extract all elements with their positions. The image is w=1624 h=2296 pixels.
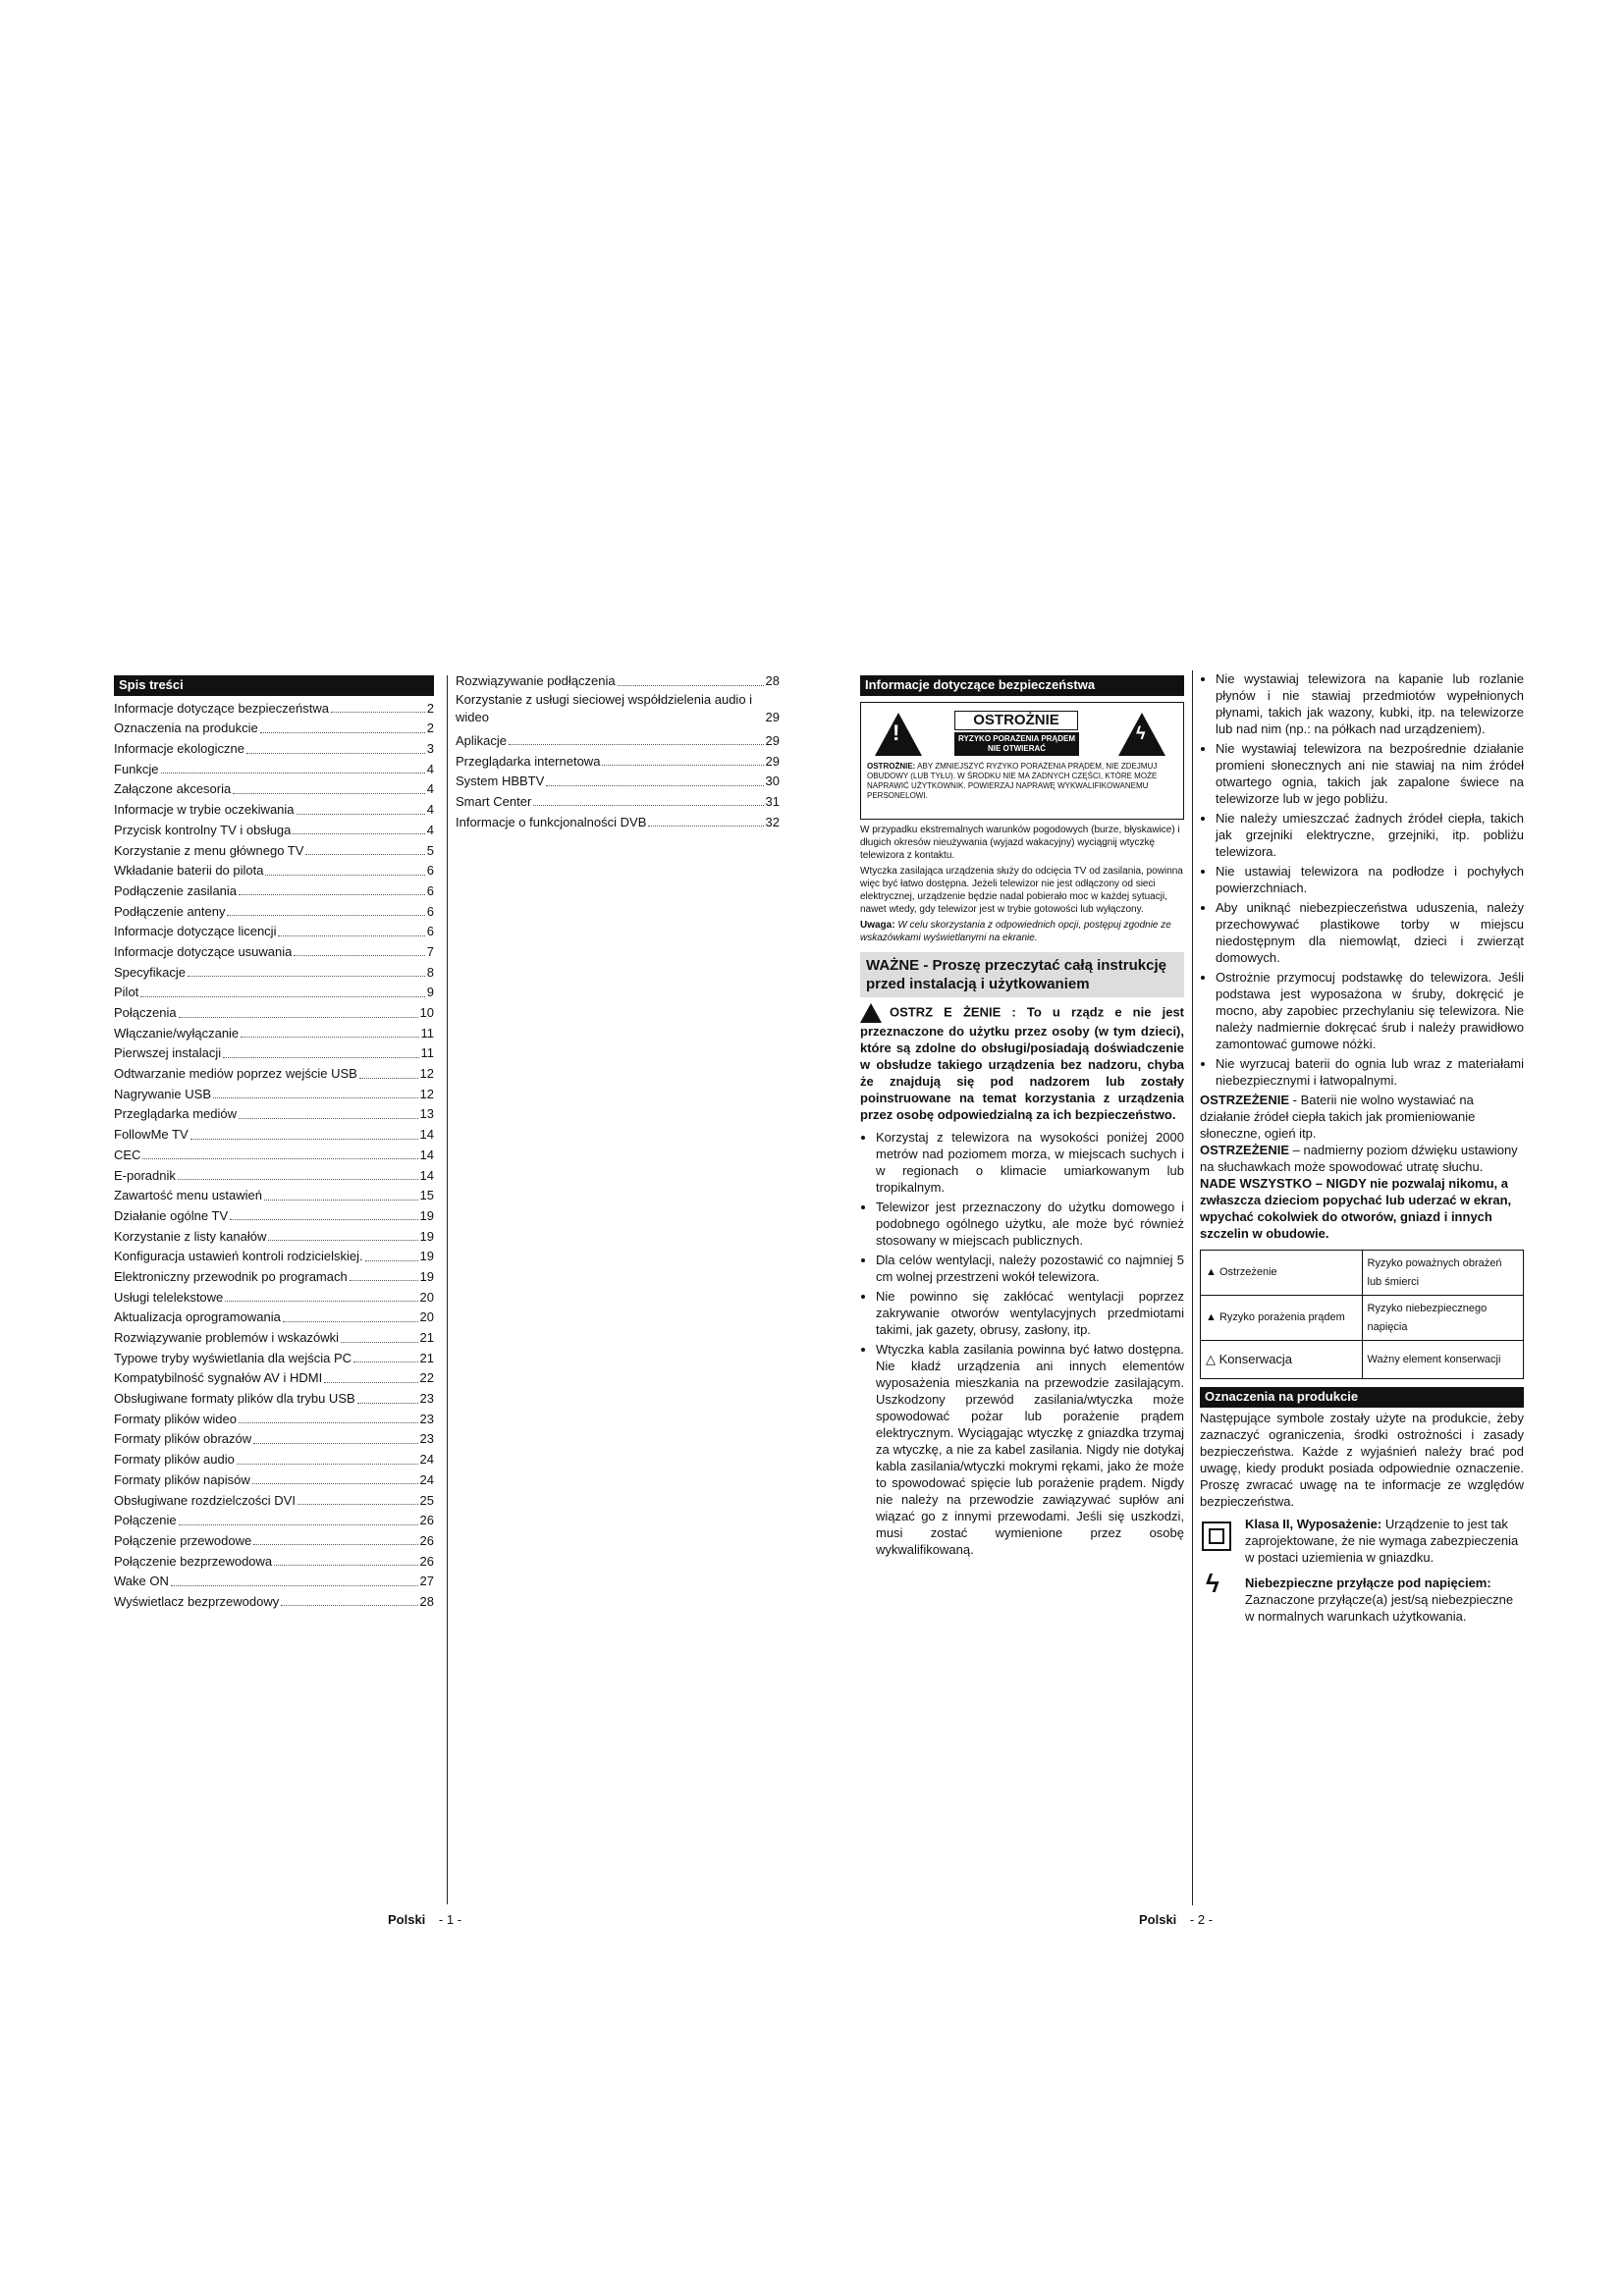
page2-right-column — [1200, 670, 1524, 1625]
toc-leader — [253, 1443, 417, 1444]
toc-entry-page: 23 — [419, 1391, 434, 1407]
toc-entry-page: 6 — [426, 882, 434, 898]
toc-entry-page: 6 — [426, 863, 434, 879]
safety-bullet: • Aby uniknąć niebezpieczeństwa uduszenia, należy przechowywać plastikowe torby w miejscu niedostępnym dla niemowląt, dzieci i zwierząt domowych. — [1216, 899, 1524, 966]
toc-left-list — [114, 698, 434, 1612]
toc-entry-page: 19 — [419, 1268, 434, 1284]
toc-entry[interactable] — [114, 698, 434, 719]
toc-right-column — [456, 670, 780, 831]
toc-entry-title: Wake ON — [114, 1574, 169, 1589]
toc-leader — [618, 685, 764, 686]
toc-entry[interactable] — [114, 1307, 434, 1327]
page1-footer — [388, 1912, 461, 1927]
toc-entry-title: Wyświetlacz bezprzewodowy — [114, 1593, 280, 1609]
symbol-description: Ważny element konserwacji — [1362, 1341, 1524, 1379]
toc-entry[interactable] — [114, 1266, 434, 1287]
toc-entry-title: E-poradnik — [114, 1167, 176, 1183]
symbol-label: Konserwacja — [1218, 1351, 1293, 1366]
toc-entry-page: 15 — [419, 1188, 434, 1203]
toc-entry[interactable] — [114, 799, 434, 820]
page2-footer-num: - 2 - — [1189, 1912, 1214, 1927]
toc-entry-page: 20 — [419, 1309, 434, 1325]
toc-entry-title: Korzystanie z usługi sieciowej współdzielenia audio i wideo — [456, 691, 753, 725]
warning-small-triangle-icon — [860, 1003, 882, 1023]
caution-sub-banner — [954, 732, 1079, 756]
toc-entry[interactable] — [456, 730, 780, 751]
toc-leader — [298, 1504, 418, 1505]
toc-entry-page: 12 — [419, 1086, 434, 1101]
toc-entry-title: Załączone akcesoria — [114, 781, 232, 797]
sound-warning-label: OSTRZEŻENIE — [1200, 1143, 1290, 1157]
safety-title: Informacje dotyczące bezpieczeństwa — [860, 675, 1184, 696]
toc-leader — [142, 1158, 417, 1159]
live-terminal-block — [1200, 1568, 1524, 1625]
safety-bullet: • Nie należy umieszczać żadnych źródeł ciepła, takich jak grzejniki elektryczne, grzejniki, itp. pobliżu telewizora. — [1216, 810, 1524, 860]
exclamation-icon: ! — [893, 720, 900, 745]
toc-entry-page: 29 — [765, 710, 780, 725]
toc-leader — [341, 1342, 418, 1343]
toc-entry-title: Wkładanie baterii do pilota — [114, 863, 264, 879]
toc-entry-title: Informacje w trybie oczekiwania — [114, 802, 295, 818]
toc-entry-page: 19 — [419, 1228, 434, 1244]
toc-leader — [171, 1585, 418, 1586]
maintenance-icon: △ — [1206, 1351, 1219, 1366]
marks-paragraph: Następujące symbole zostały użyte na produkcie, żeby zaznaczyć ograniczenia, środki ostrożności i zasady bezpieczeństwa. Każde z wyjaśnień należy brać pod uwagę, kiedy produkt posiada odpowiednie oznaczenie. Proszę zwracać uwagę na te informacje ze względów bezpieczeństwa. — [1200, 1410, 1524, 1509]
toc-entry[interactable] — [114, 982, 434, 1002]
toc-entry-page: 6 — [426, 924, 434, 939]
toc-leader — [294, 955, 424, 956]
toc-entry-page: 22 — [419, 1370, 434, 1386]
page2-left-column — [860, 675, 1184, 1561]
toc-entry[interactable] — [114, 718, 434, 738]
page1-footer-lang: Polski — [388, 1912, 426, 1927]
toc-entry-page: 32 — [765, 814, 780, 829]
toc-entry[interactable] — [114, 961, 434, 982]
toc-entry-page: 19 — [419, 1207, 434, 1223]
toc-entry[interactable] — [114, 1002, 434, 1023]
toc-entry-page: 26 — [419, 1532, 434, 1548]
toc-leader — [246, 753, 425, 754]
toc-entry[interactable] — [114, 839, 434, 860]
caution-text-label: OSTROŻNIE: — [867, 761, 916, 771]
toc-entry[interactable] — [114, 1145, 434, 1165]
caution-sub2: NIE OTWIERAĆ — [987, 743, 1047, 753]
toc-entry[interactable] — [456, 691, 780, 727]
toc-entry-title: Pierwszej instalacji — [114, 1045, 222, 1061]
toc-entry-page: 21 — [419, 1350, 434, 1365]
toc-entry-title: Połączenia — [114, 1005, 177, 1020]
toc-entry-title: System HBBTV — [456, 774, 545, 789]
toc-entry-page: 27 — [419, 1574, 434, 1589]
toc-entry[interactable] — [114, 1449, 434, 1469]
toc-entry-page: 14 — [419, 1167, 434, 1183]
toc-entry-page: 4 — [426, 802, 434, 818]
toc-entry[interactable] — [114, 1084, 434, 1104]
caution-box — [860, 702, 1184, 820]
toc-leader — [239, 1422, 418, 1423]
toc-leader — [278, 935, 424, 936]
toc-leader — [648, 826, 763, 827]
toc-entry-page: 10 — [419, 1005, 434, 1020]
toc-entry[interactable] — [114, 921, 434, 941]
toc-left-column — [114, 675, 434, 1611]
lightning-icon: ϟ — [1206, 1568, 1219, 1598]
toc-entry-page: 5 — [426, 842, 434, 858]
toc-entry-title: Informacje dotyczące licencji — [114, 924, 277, 939]
toc-entry-title: Konfiguracja ustawień kontroli rodzicielskiej. — [114, 1249, 363, 1264]
caution-sub1: RYZYKO PORAŻENIA PRĄDEM — [958, 733, 1075, 743]
safety-bullets-right — [1200, 670, 1524, 1089]
toc-entry-title: Typowe tryby wyświetlania dla wejścia PC — [114, 1350, 352, 1365]
safety-bullet: • Nie powinno się zakłócać wentylacji poprzez zakrywanie otworów wentylacyjnych przedmiotami takimi, jak gazety, obrusy, zasłony, itp. — [876, 1288, 1184, 1338]
toc-entry-page: 23 — [419, 1411, 434, 1426]
toc-entry[interactable] — [114, 820, 434, 840]
caution-text — [867, 762, 1177, 801]
toc-entry[interactable] — [114, 1367, 434, 1388]
toc-entry-title: Zawartość menu ustawień — [114, 1188, 263, 1203]
class2-body: Urządzenie to jest tak zaprojektowane, że nie wymaga zabezpieczenia w postaci uziemienia w gniazdku. — [1245, 1516, 1519, 1565]
sound-warning-text: – nadmierny poziom dźwięku ustawiony na słuchawkach może spowodować utratę słuchu. — [1200, 1143, 1518, 1174]
sound-warning — [1200, 1142, 1524, 1175]
toc-entry-page: 28 — [419, 1593, 434, 1609]
toc-entry[interactable] — [114, 1530, 434, 1551]
toc-entry[interactable] — [114, 1348, 434, 1368]
toc-entry-page: 4 — [426, 761, 434, 776]
live-terminal-body: Zaznaczone przyłącze(a) jest/są niebezpieczne w normalnych warunkach użytkowania. — [1245, 1591, 1514, 1624]
toc-entry[interactable] — [114, 1591, 434, 1612]
toc-entry-title: Specyfikacje — [114, 964, 186, 980]
toc-leader — [188, 976, 425, 977]
toc-leader — [533, 805, 763, 806]
safety-bullets-left — [860, 1129, 1184, 1558]
toc-leader — [359, 1078, 418, 1079]
toc-entry[interactable] — [456, 811, 780, 831]
shock-icon: ▲ — [1206, 1311, 1219, 1324]
toc-entry[interactable] — [114, 759, 434, 779]
page2-footer-lang: Polski — [1139, 1912, 1177, 1927]
column-divider — [447, 675, 448, 1904]
toc-entry[interactable] — [114, 1489, 434, 1510]
toc-leader — [324, 1382, 417, 1383]
toc-entry-title: Obsługiwane rozdzielczości DVI — [114, 1492, 296, 1508]
warning-text: OSTRZ E ŻENIE : To u rządz e nie jest przeznaczone do użytku przez osoby (w tym dzieci), które są zdolne do obsługi/posiadają doświadczenie w obsłudze takiego urządzenia bez nadzoru, chyba że znajdują się pod nadzorem lub zostały poinstruowane na temat korzystania z urządzenia przez osobę odpowiedzialną za ich bezpieczeństwo. — [860, 1003, 1184, 1122]
toc-entry-title: Smart Center — [456, 793, 532, 809]
lightning-bolt-icon: ϟ — [1136, 722, 1146, 743]
toc-entry-page: 11 — [420, 1025, 434, 1041]
toc-entry-title: FollowMe TV — [114, 1127, 189, 1143]
toc-entry-page: 20 — [419, 1289, 434, 1305]
toc-leader — [213, 1097, 418, 1098]
toc-entry[interactable] — [114, 778, 434, 799]
note-paragraph — [860, 919, 1184, 944]
toc-leader — [268, 1240, 417, 1241]
toc-entry[interactable] — [114, 941, 434, 962]
toc-entry-title: Połączenie — [114, 1513, 177, 1528]
column-divider-p2 — [1192, 670, 1193, 1905]
toc-leader — [253, 1544, 417, 1545]
toc-entry-title: Przycisk kontrolny TV i obsługa — [114, 822, 292, 837]
toc-entry-title: Odtwarzanie mediów poprzez wejście USB — [114, 1066, 357, 1082]
toc-leader — [225, 1301, 417, 1302]
symbol-label: Ryzyko porażenia prądem — [1218, 1311, 1345, 1324]
battery-warning-text: - Baterii nie wolno wystawiać na działanie źródeł ciepła takich jak promieniowanie słoneczne, ogień itp. — [1200, 1093, 1476, 1141]
toc-entry-page: 14 — [419, 1147, 434, 1162]
toc-leader — [223, 1057, 418, 1058]
toc-leader — [281, 1605, 417, 1606]
toc-entry-title: Funkcje — [114, 761, 159, 776]
class2-block — [1200, 1516, 1524, 1571]
toc-entry-page: 3 — [426, 741, 434, 757]
toc-entry-page: 11 — [420, 1045, 434, 1061]
toc-entry[interactable] — [114, 1063, 434, 1084]
live-terminal-label: Niebezpieczne przyłącze pod napięciem: — [1245, 1575, 1491, 1590]
toc-entry-page: 13 — [419, 1106, 434, 1122]
toc-entry[interactable] — [114, 1286, 434, 1307]
toc-entry-title: Nagrywanie USB — [114, 1086, 211, 1101]
toc-entry-page: 30 — [765, 774, 780, 789]
toc-entry-page: 8 — [426, 964, 434, 980]
toc-entry[interactable] — [114, 1185, 434, 1205]
toc-entry-page: 25 — [419, 1492, 434, 1508]
toc-entry[interactable] — [456, 791, 780, 812]
toc-entry[interactable] — [114, 1023, 434, 1043]
toc-entry[interactable] — [114, 1103, 434, 1124]
toc-leader — [283, 1321, 418, 1322]
toc-entry[interactable] — [114, 738, 434, 759]
safety-bullet: • Nie wystawiaj telewizora na bezpośrednie działanie promieni słonecznych ani nie stawiaj na nim źródeł otwartego ognia, takich jak zapalone świece na telewizorze lub w jego pobliżu. — [1216, 740, 1524, 807]
safety-bullet: • Nie ustawiaj telewizora na podłodze i pochyłych powierzchniach. — [1216, 863, 1524, 896]
toc-entry-title: Włączanie/wyłączanie — [114, 1025, 240, 1041]
toc-leader — [179, 1017, 418, 1018]
toc-entry-page: 9 — [426, 985, 434, 1000]
toc-leader — [178, 1179, 418, 1180]
warning-icon: ▲ — [1206, 1266, 1219, 1279]
safety-bullet: • Korzystaj z telewizora na wysokości poniżej 2000 metrów nad poziomem morza, w miejscach suchych i w regionach o klimacie umiarkowanym lub tropikalnym. — [876, 1129, 1184, 1196]
toc-leader — [179, 1524, 418, 1525]
toc-entry-page: 4 — [426, 822, 434, 837]
symbol-description: Ryzyko niebezpiecznego napięcia — [1362, 1296, 1524, 1341]
never-warning: NADE WSZYSTKO – NIGDY nie pozwalaj nikomu, a zwłaszcza dzieciom popychać lub uderzać w ekran, wpychać cokolwiek do otworów, gniazd i innych szczelin w obudowie. — [1200, 1176, 1512, 1241]
toc-entry-title: Obsługiwane formaty plików dla trybu USB — [114, 1391, 355, 1407]
toc-entry-title: Usługi telelekstowe — [114, 1289, 224, 1305]
page2-footer — [1139, 1912, 1213, 1927]
toc-entry-title: Korzystanie z menu głównego TV — [114, 842, 304, 858]
toc-entry[interactable] — [114, 900, 434, 921]
safety-bullet: • Nie wyrzucaj baterii do ognia lub wraz z materiałami niebezpiecznymi i łatwopalnymi. — [1216, 1055, 1524, 1089]
toc-entry[interactable] — [114, 1205, 434, 1226]
toc-entry-page: 21 — [419, 1330, 434, 1345]
toc-entry-page: 7 — [426, 943, 434, 959]
toc-leader — [241, 1037, 418, 1038]
toc-leader — [260, 732, 425, 733]
toc-leader — [357, 1403, 418, 1404]
safety-bullet: • Nie wystawiaj telewizora na kapanie lub rozlanie płynów i nie stawiaj przedmiotów wypełnionych płynami, takich jak wazony, kubki, itp. na telewizorze lub nad nim (np.: na półkach nad urządzeniem). — [1216, 670, 1524, 737]
toc-entry-title: Formaty plików wideo — [114, 1411, 237, 1426]
toc-entry[interactable] — [114, 1409, 434, 1429]
toc-entry[interactable] — [456, 670, 780, 691]
toc-leader — [365, 1260, 418, 1261]
toc-entry-title: Podłączenie zasilania — [114, 882, 238, 898]
toc-entry-title: Podłączenie anteny — [114, 903, 226, 919]
toc-entry-title: Elektroniczny przewodnik po programach — [114, 1268, 348, 1284]
toc-entry-title: Formaty plików audio — [114, 1452, 235, 1468]
toc-leader — [509, 744, 764, 745]
table-row — [1201, 1251, 1524, 1296]
toc-entry-title: Aplikacje — [456, 732, 508, 748]
toc-entry[interactable] — [114, 1042, 434, 1063]
toc-leader — [190, 1139, 418, 1140]
toc-leader — [264, 1200, 418, 1201]
caution-heading: OSTROŻNIE — [954, 711, 1078, 731]
toc-entry-title: Informacje dotyczące usuwania — [114, 943, 293, 959]
toc-leader — [274, 1565, 417, 1566]
battery-warning-label: OSTRZEŻENIE — [1200, 1093, 1290, 1107]
table-row — [1201, 1341, 1524, 1379]
toc-entry-page: 26 — [419, 1513, 434, 1528]
toc-entry-title: Aktualizacja oprogramowania — [114, 1309, 281, 1325]
page1-footer-num: - 1 - — [438, 1912, 462, 1927]
toc-leader — [350, 1280, 418, 1281]
toc-entry-page: 29 — [765, 732, 780, 748]
toc-leader — [331, 712, 425, 713]
toc-entry[interactable] — [114, 1246, 434, 1266]
symbol-cell — [1201, 1251, 1363, 1296]
toc-right-list — [456, 670, 780, 831]
toc-entry-page: 14 — [419, 1127, 434, 1143]
toc-entry-page: 24 — [419, 1471, 434, 1487]
toc-entry[interactable] — [456, 771, 780, 791]
toc-leader — [293, 833, 424, 834]
note-label: Uwaga: — [860, 919, 895, 931]
weather-paragraph: W przypadku ekstremalnych warunków pogodowych (burze, błyskawice) i długich okresów nieużywania (wyjazd wakacyjny) wyciągnij wtyczkę telewizora z kontaktu. — [860, 824, 1180, 861]
caution-text-body: ABY ZMNIEJSZYĆ RYZYKO PORAŻENIA PRĄDEM, NIE ZDEJMUJ OBUDOWY (LUB TYŁU). W ŚRODKU NIE MA ŻADNYCH CZĘŚCI, KTÓRE MOŻE NAPRAWIĆ UŻYTKOWNIK. POWIERZAJ NAPRAWĘ WYKWALIFIKOWANEMU PERSONELOWI. — [867, 761, 1158, 800]
toc-entry[interactable] — [114, 860, 434, 881]
toc-entry[interactable] — [114, 1510, 434, 1530]
toc-entry[interactable] — [114, 1327, 434, 1348]
safety-bullet: • Ostrożnie przymocuj podstawkę do telewizora. Jeśli podstawa jest wyposażona w śruby, dokręcić je mocno, aby zapobiec przechylaniu się telewizora. Nie należy nadmiernie dokręcać śrub i należy prawidłowo zamontować gumowe nóżki. — [1216, 969, 1524, 1052]
toc-entry-page: 4 — [426, 781, 434, 797]
symbol-cell — [1201, 1341, 1363, 1379]
battery-warning — [1200, 1092, 1524, 1142]
toc-entry-page: 28 — [765, 673, 780, 689]
toc-entry-title: Oznaczenia na produkcie — [114, 721, 258, 736]
toc-entry-title: Przeglądarka mediów — [114, 1106, 238, 1122]
toc-entry[interactable] — [114, 1469, 434, 1490]
toc-leader — [237, 1464, 418, 1465]
toc-leader — [227, 915, 424, 916]
marks-title: Oznaczenia na produkcie — [1200, 1387, 1524, 1408]
toc-entry-page: 29 — [765, 753, 780, 769]
toc-leader — [161, 773, 425, 774]
toc-entry[interactable] — [114, 1571, 434, 1591]
toc-entry[interactable] — [114, 1225, 434, 1246]
toc-leader — [230, 1219, 417, 1220]
safety-bullet: • Telewizor jest przeznaczony do użytku domowego i podobnego ogólnego użytku, ale może być również stosowany w miejscach publicznych. — [876, 1199, 1184, 1249]
toc-entry-title: Przeglądarka internetowa — [456, 753, 601, 769]
important-banner: WAŻNE - Proszę przeczytać całą instrukcję przed instalacją i użytkowaniem — [860, 952, 1184, 997]
class2-text — [1200, 1516, 1524, 1566]
toc-leader — [297, 814, 425, 815]
toc-entry[interactable] — [114, 881, 434, 901]
toc-entry-page: 2 — [426, 721, 434, 736]
toc-entry-title: Rozwiązywanie podłączenia — [456, 673, 616, 689]
class2-label: Klasa II, Wyposażenie: — [1245, 1516, 1382, 1531]
toc-entry-title: Połączenie bezprzewodowa — [114, 1553, 273, 1569]
toc-entry-title: Informacje o funkcjonalności DVB — [456, 814, 647, 829]
class2-icon — [1202, 1522, 1231, 1551]
plug-paragraph: Wtyczka zasilająca urządzenia służy do odcięcia TV od zasilania, powinna więc być łatwo dostępna. Jeżeli telewizor nie jest odłączony od sieci elektrycznej, urządzenie będzie nadal pobierało moc w każdej sytuacji, nawet wtedy, gdy telewizor jest w trybie gotowości lub wyłączony. — [860, 865, 1183, 915]
toc-entry-title: Formaty plików napisów — [114, 1471, 250, 1487]
toc-leader — [252, 1483, 418, 1484]
toc-entry-title: Rozwiązywanie problemów i wskazówki — [114, 1330, 340, 1345]
toc-entry-title: Informacje dotyczące bezpieczeństwa — [114, 700, 329, 716]
toc-entry[interactable] — [114, 1164, 434, 1185]
table-row — [1201, 1296, 1524, 1341]
toc-leader — [305, 854, 424, 855]
toc-leader — [602, 765, 763, 766]
toc-entry-page: 2 — [426, 700, 434, 716]
toc-entry-title: Informacje ekologiczne — [114, 741, 244, 757]
toc-entry[interactable] — [114, 1550, 434, 1571]
toc-entry-page: 6 — [426, 903, 434, 919]
live-terminal-text — [1200, 1568, 1524, 1625]
safety-bullet: • Wtyczka kabla zasilania powinna być łatwo dostępna. Nie kładź urządzenia ani innych elementów wyposażenia mieszkania na przewodzie zasilającym. Uszkodzony przewód zasilania/wtyczka może spowodować pożar lub porażenie prądem elektrycznym. Wyciągając wtyczkę z gniazdka trzymaj za wtyczkę, a nie za kabel zasilania. Nigdy nie dotykaj kabla zasilania/wtyczki mokrymi rękami, jako że może to spowodować spięcie lub porażenie prądem. Nigdy nie należy na przewodzie zawiązywać supłów ani wiązać go z innymi przewodami. Jeśli się uszkodzi, musi zostać wymienione przez osobę wykwalifikowaną. — [876, 1341, 1184, 1558]
toc-entry[interactable] — [114, 1388, 434, 1409]
safety-bullet: • Dla celów wentylacji, należy pozostawić co najmniej 5 cm wolnej przestrzeni wokół telewizora. — [876, 1252, 1184, 1285]
toc-entry-title: Działanie ogólne TV — [114, 1207, 229, 1223]
symbol-label: Ostrzeżenie — [1218, 1266, 1277, 1279]
toc-leader — [239, 894, 425, 895]
toc-leader — [546, 785, 763, 786]
toc-entry-page: 12 — [419, 1066, 434, 1082]
symbol-description: Ryzyko poważnych obrażeń lub śmierci — [1362, 1251, 1524, 1296]
toc-entry-page: 24 — [419, 1452, 434, 1468]
toc-leader — [265, 875, 424, 876]
toc-entry-title: Połączenie przewodowe — [114, 1532, 252, 1548]
warning-paragraph — [860, 1003, 1184, 1123]
toc-entry[interactable] — [114, 1124, 434, 1145]
toc-title: Spis treści — [114, 675, 434, 696]
toc-entry-title: CEC — [114, 1147, 141, 1162]
toc-leader — [239, 1118, 418, 1119]
toc-entry-title: Pilot — [114, 985, 139, 1000]
toc-entry[interactable] — [456, 750, 780, 771]
toc-entry-title: Formaty plików obrazów — [114, 1431, 252, 1447]
toc-entry-title: Kompatybilność sygnałów AV i HDMI — [114, 1370, 323, 1386]
toc-leader — [140, 996, 424, 997]
toc-entry-page: 23 — [419, 1431, 434, 1447]
note-text: W celu skorzystania z odpowiednich opcji, postępuj zgodnie ze wskazówkami wyświetlanymi na ekranie. — [860, 919, 1171, 943]
toc-entry-page: 31 — [765, 793, 780, 809]
toc-leader — [233, 793, 425, 794]
symbol-cell — [1201, 1296, 1363, 1341]
toc-entry-page: 19 — [419, 1249, 434, 1264]
toc-entry[interactable] — [114, 1428, 434, 1449]
toc-entry-page: 26 — [419, 1553, 434, 1569]
toc-entry-title: Korzystanie z listy kanałów — [114, 1228, 267, 1244]
symbols-table — [1200, 1250, 1524, 1379]
